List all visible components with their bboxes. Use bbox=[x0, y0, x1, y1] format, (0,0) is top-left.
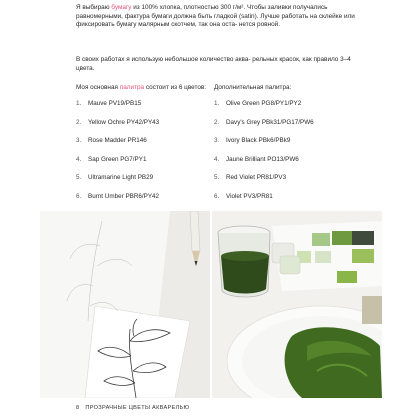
item-text: Violet PV3/PR81 bbox=[226, 192, 273, 200]
list-item bbox=[214, 100, 314, 108]
item-text: Jaune Brilliant PO13/PW6 bbox=[226, 155, 299, 163]
main-palette-list bbox=[76, 100, 159, 212]
item-number: 5. bbox=[214, 174, 220, 182]
item-number: 4. bbox=[76, 155, 82, 163]
item-number: 2. bbox=[214, 118, 220, 126]
item-number: 5. bbox=[76, 174, 82, 182]
item-text: Ultramarine Light PB29 bbox=[88, 174, 154, 182]
intro-text-start: Я выбираю bbox=[76, 4, 112, 11]
list-item bbox=[214, 174, 314, 182]
list-item bbox=[214, 193, 314, 201]
main-palette-heading-end: состоит из 6 цветов: bbox=[144, 84, 207, 91]
item-text: Ivory Black PBk6/PBk9 bbox=[226, 137, 291, 145]
paint-photo bbox=[212, 211, 382, 398]
sketch-photo bbox=[40, 211, 210, 398]
list-item bbox=[214, 119, 314, 127]
palette-link[interactable]: палитра bbox=[119, 84, 145, 91]
intro-paragraph bbox=[76, 4, 376, 30]
item-number: 6. bbox=[214, 192, 220, 200]
item-text: Yellow Ochre PY42/PY43 bbox=[88, 118, 160, 126]
main-palette-heading-start: Моя основная bbox=[76, 84, 120, 91]
item-text: Mauve PV19/PB15 bbox=[88, 100, 142, 107]
item-text: Burnt Umber PBR6/PY42 bbox=[88, 192, 160, 200]
paints-paragraph: В своих работах я использую небольшое количество аква- рельных красок, как правило 3–4 цвета. bbox=[76, 56, 351, 72]
paper-link[interactable]: бумагу bbox=[111, 4, 132, 11]
list-item bbox=[76, 100, 159, 108]
running-title: ПРОЗРАЧНЫЕ ЦВЕТЫ АКВАРЕЛЬЮ bbox=[85, 405, 190, 411]
sketch-illustration bbox=[40, 211, 210, 398]
intro-text-end: из 100% хлопка, плотностью 300 г/м². Чтобы заливки получались равномерными, фактура бумаги должна быть гладкой (satin). Лучше работать на склейке или фиксировать бумагу малярным скотчем, так она оста- нется ровной. bbox=[76, 4, 355, 29]
paint-illustration bbox=[212, 211, 382, 398]
item-text: Davy's Grey PBk31/PG17/PW6 bbox=[226, 118, 314, 126]
extra-palette-list bbox=[214, 100, 314, 212]
list-item bbox=[76, 193, 159, 201]
list-item bbox=[76, 137, 159, 145]
page-footer bbox=[76, 405, 189, 412]
item-number: 6. bbox=[76, 192, 82, 200]
glass-icon bbox=[218, 226, 270, 297]
item-number: 1. bbox=[76, 100, 82, 107]
list-item bbox=[76, 119, 159, 127]
item-text: Olive Green PG8/PY1/PY2 bbox=[226, 100, 302, 107]
item-number: 3. bbox=[76, 137, 82, 145]
list-item bbox=[76, 156, 159, 164]
item-text: Rose Madder PR146 bbox=[88, 137, 147, 145]
list-item bbox=[214, 137, 314, 145]
item-number: 3. bbox=[214, 137, 220, 145]
main-palette-heading bbox=[76, 84, 206, 92]
list-item bbox=[76, 174, 159, 182]
item-number: 4. bbox=[214, 155, 220, 163]
item-text: Red Violet PR81/PV3 bbox=[226, 174, 287, 182]
page-number: 8 bbox=[76, 405, 80, 411]
item-number: 1. bbox=[214, 100, 220, 107]
item-number: 2. bbox=[76, 118, 82, 126]
list-item bbox=[214, 156, 314, 164]
item-text: Sap Green PG7/PY1 bbox=[88, 155, 147, 163]
extra-palette-heading: Дополнительная палитра: bbox=[214, 84, 292, 91]
